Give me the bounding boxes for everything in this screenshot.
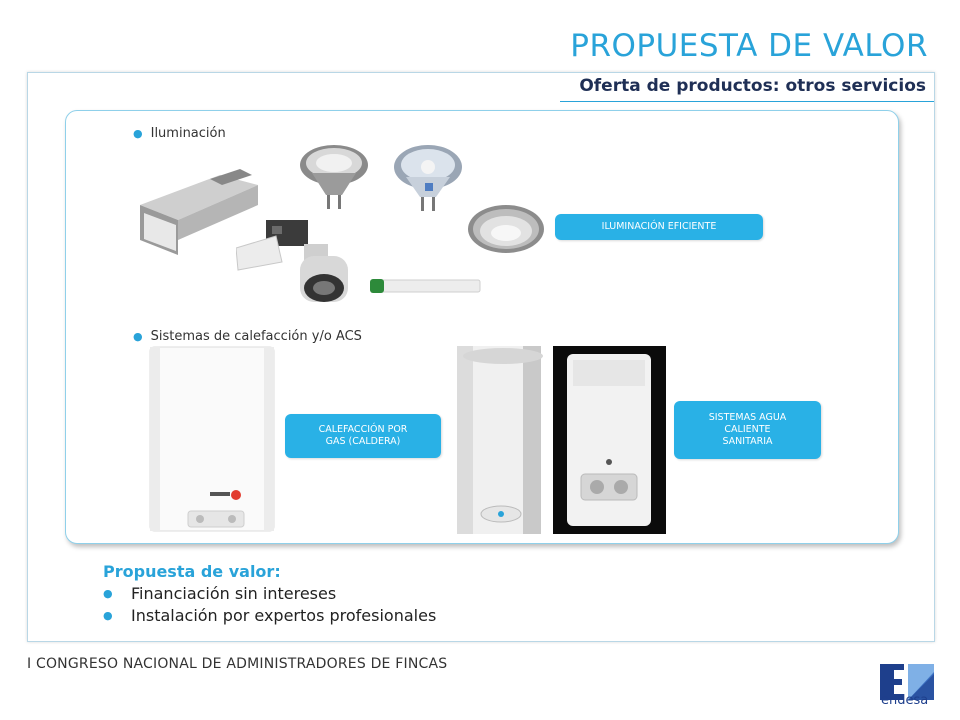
page-subtitle: Oferta de productos: otros servicios <box>579 76 926 96</box>
efficient-lighting-button[interactable]: ILUMINACIÓN EFICIENTE <box>555 214 763 240</box>
gas-heating-button[interactable]: CALEFACCIÓN POR GAS (CALDERA) <box>285 414 441 458</box>
gas-boiler-image <box>148 345 276 533</box>
bullet-icon: ● <box>103 587 113 600</box>
footer-text: I CONGRESO NACIONAL DE ADMINISTRADORES DE FINCAS <box>27 656 448 672</box>
sanitary-hot-water-button[interactable]: SISTEMAS AGUA CALIENTE SANITARIA <box>674 401 821 459</box>
value-proposition-title: Propuesta de valor: <box>103 562 281 581</box>
lighting-section-label: ● Iluminación <box>133 126 226 141</box>
downlight-image <box>465 203 547 255</box>
logo-text: endesa <box>881 693 929 708</box>
fluorescent-tube-image <box>370 276 482 296</box>
bullet-icon: ● <box>103 609 113 622</box>
water-heater-image <box>453 346 545 534</box>
bullet-icon: ● <box>133 330 143 343</box>
page-title: PROPUESTA DE VALOR <box>570 28 928 64</box>
value-proposition-item: ● Instalación por expertos profesionales <box>103 606 437 625</box>
halogen-lamp-image <box>298 143 370 211</box>
heating-section-label: ● Sistemas de calefacción y/o ACS <box>133 329 362 344</box>
value-proposition-item: ● Financiación sin intereses <box>103 584 337 603</box>
spotlight-image <box>236 218 356 306</box>
gas-water-heater-image <box>553 346 666 534</box>
bullet-icon: ● <box>133 127 143 140</box>
dichroic-lamp-image <box>392 143 464 215</box>
